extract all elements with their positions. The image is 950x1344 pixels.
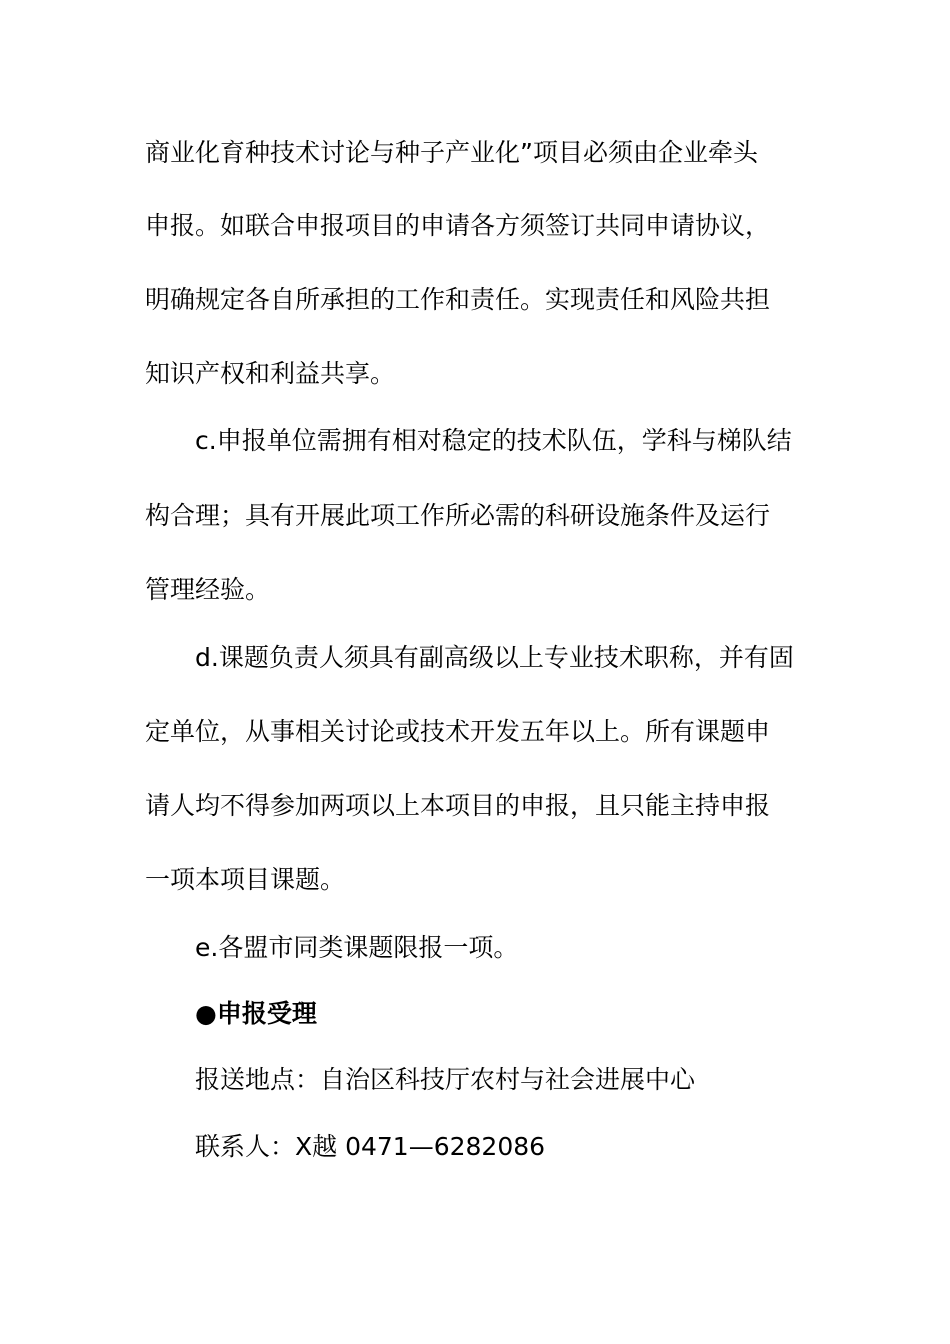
- paragraph-b-line-3: 明确规定各自所承担的工作和责任。实现责任和风险共担: [145, 285, 771, 314]
- address-line: 报送地点：自治区科技厅农村与社会进展中心: [195, 1065, 696, 1094]
- paragraph-b-line-2: 申报。如联合申报项目的申请各方须签订共同申请协议，: [145, 211, 771, 240]
- paragraph-d-line-2: 定单位，从事相关讨论或技术开发五年以上。所有课题申: [145, 717, 771, 746]
- paragraph-d-line-4: 一项本项目课题。: [145, 865, 346, 894]
- contact-line: 联系人：X越 0471—6282086: [195, 1132, 546, 1161]
- paragraph-d-line-1: d.课题负责人须具有副高级以上专业技术职称，并有固: [195, 643, 794, 672]
- paragraph-c-line-2: 构合理；具有开展此项工作所必需的科研设施条件及运行: [145, 501, 771, 530]
- paragraph-d-line-3: 请人均不得参加两项以上本项目的申报，且只能主持申报: [145, 791, 771, 820]
- paragraph-e: e.各盟市同类课题限报一项。: [195, 933, 519, 962]
- section-heading: ●申报受理: [195, 999, 317, 1028]
- paragraph-c-line-1: c.申报单位需拥有相对稳定的技术队伍，学科与梯队结: [195, 426, 792, 455]
- paragraph-c-line-3: 管理经验。: [145, 575, 271, 604]
- paragraph-b-line-4: 知识产权和利益共享。: [145, 359, 396, 388]
- paragraph-b-line-1: 商业化育种技术讨论与种子产业化”项目必须由企业牵头: [145, 138, 758, 167]
